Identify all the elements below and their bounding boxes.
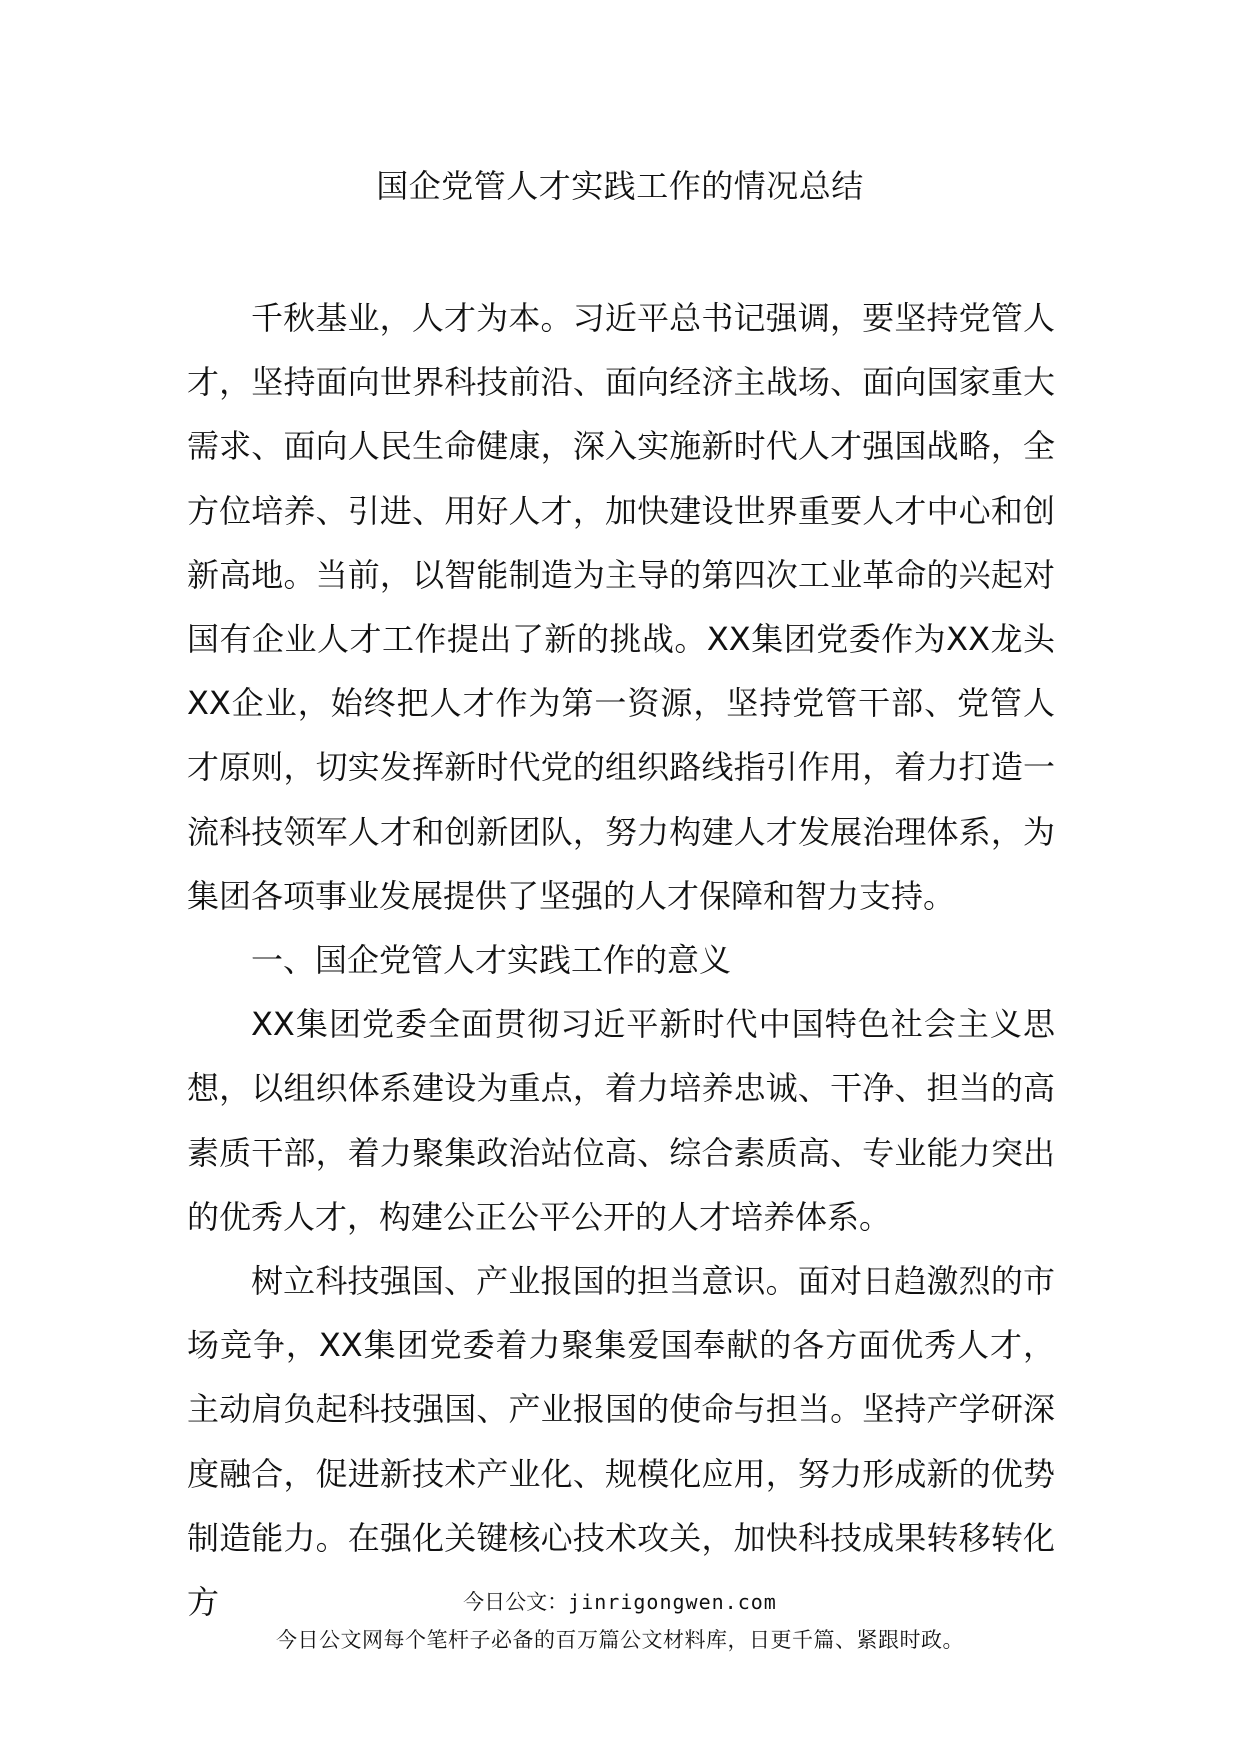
footer-site-line	[0, 1587, 1240, 1617]
document-body	[187, 286, 1055, 1634]
document-title: 国企党管人才实践工作的情况总结	[376, 167, 864, 205]
footer-slogan: 今日公文网每个笔杆子必备的百万篇公文材料库，日更千篇、紧跟时政。	[276, 1628, 964, 1652]
paragraph-intro: 千秋基业，人才为本。习近平总书记强调，要坚持党管人才，坚持面向世界科技前沿、面向经济主战场、面向国家重大需求、面向人民生命健康，深入实施新时代人才强国战略，全方位培养、引进、用好人才，加快建设世界重要人才中心和创新高地。当前，以智能制造为主导的第四次工业革命的兴起对国有企业人才工作提出了新的挑战。XX集团党委作为XX龙头XX企业，始终把人才作为第一资源，坚持党管干部、党管人才原则，切实发挥新时代党的组织路线指引作用，着力打造一流科技领军人才和创新团队，努力构建人才发展治理体系，为集团各项事业发展提供了坚强的人才保障和智力支持。	[187, 299, 1055, 915]
footer-site-url[interactable]: jinrigongwen.com	[568, 1590, 777, 1614]
paragraph-significance: XX集团党委全面贯彻习近平新时代中国特色社会主义思想，以组织体系建设为重点，着力培养忠诚、干净、担当的高素质干部，着力聚集政治站位高、综合素质高、专业能力突出的优秀人才，构建公正公平公开的人才培养体系。	[187, 1005, 1055, 1236]
paragraph-tech-mission: 树立科技强国、产业报国的担当意识。面对日趋激烈的市场竞争，XX集团党委着力聚集爱国奉献的各方面优秀人才，主动肩负起科技强国、产业报国的使命与担当。坚持产学研深度融合，促进新技术产业化、规模化应用，努力形成新的优势制造能力。在强化关键核心技术攻关，加快科技成果转移转化方	[187, 1262, 1055, 1622]
footer-site-label: 今日公文：	[463, 1590, 569, 1614]
section-heading-significance: 一、国企党管人才实践工作的意义	[251, 941, 732, 980]
